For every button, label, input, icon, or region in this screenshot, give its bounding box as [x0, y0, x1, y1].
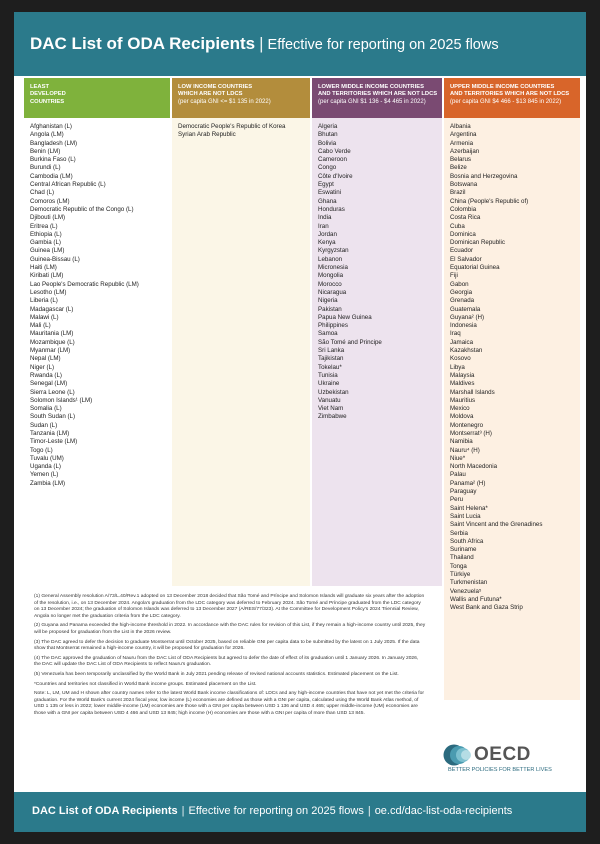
country-item: Serbia	[450, 529, 468, 537]
country-item: Mali (L)	[30, 322, 51, 330]
column-ldc-header	[24, 78, 170, 118]
country-item: Syrian Arab Republic	[178, 131, 236, 139]
country-item: Burkina Faso (L)	[30, 156, 76, 164]
footnote: *Countries and territories not classified in World Bank income groups. Estimated placement on the List.	[34, 681, 257, 687]
country-item: Timor-Leste (LM)	[30, 438, 78, 446]
country-item: Sudan (L)	[30, 421, 58, 429]
country-item: Afghanistan (L)	[30, 123, 72, 130]
page-title	[30, 34, 499, 54]
country-item: Kosovo	[450, 355, 471, 363]
country-item: Colombia	[450, 205, 477, 213]
country-item: Bolivia	[318, 139, 337, 147]
country-item: Namibia	[450, 438, 473, 446]
country-item: Saint Helena*	[450, 504, 488, 512]
country-item: Ecuador	[450, 247, 474, 255]
country-item: Democratic People's Republic of Korea	[178, 123, 286, 130]
country-item: Nauru⁴ (H)	[450, 446, 480, 454]
column-ldc-list	[24, 118, 170, 488]
footnote: (5) Venezuela has been temporarily unclassified by the World Bank in July 2021 pending release of revised national accounts statistics. Estimated placement on the List.	[34, 671, 399, 677]
country-item: Kazakhstan	[450, 347, 483, 355]
column-low-income-note: (per capita GNI <= $1 135 in 2022)	[178, 98, 271, 105]
country-item: Equatorial Guinea	[450, 264, 500, 272]
country-item: Somalia (L)	[30, 405, 62, 413]
country-item: Cameroon	[318, 156, 347, 164]
country-item: Viet Nam	[318, 405, 344, 413]
column-lower-middle-list	[312, 118, 442, 422]
country-item: Papua New Guinea	[318, 313, 372, 321]
country-item: Sierra Leone (L)	[30, 388, 75, 396]
country-item: Türkiye	[450, 571, 471, 579]
country-item: Montenegro	[450, 421, 484, 429]
country-item: Guyana² (H)	[450, 313, 485, 321]
country-item: Belarus	[450, 156, 471, 164]
country-item: Costa Rica	[450, 214, 481, 222]
country-item: Belize	[450, 164, 467, 172]
country-item: Tunisia	[318, 371, 338, 379]
country-item: South Sudan (L)	[30, 413, 76, 421]
column-ldc-title-line: DEVELOPED	[30, 91, 66, 98]
country-item: Thailand	[450, 554, 474, 562]
country-item: Malaysia	[450, 371, 475, 379]
country-item: North Macedonia	[450, 463, 498, 471]
country-item: Indonesia	[450, 322, 477, 330]
column-low-income-list	[172, 118, 310, 140]
column-low-income-header	[172, 78, 310, 118]
country-item: Tanzania (LM)	[30, 429, 70, 437]
country-item: El Salvador	[450, 255, 482, 263]
country-item: Uganda (L)	[30, 463, 61, 471]
country-item: Tuvalu (UM)	[30, 454, 64, 462]
country-item: São Tomé and Principe	[318, 338, 382, 346]
footer-separator: |	[181, 805, 185, 817]
country-item: Panama² (H)	[450, 479, 486, 487]
country-item: Congo	[318, 164, 337, 172]
country-item: Tokelau*	[318, 363, 342, 371]
footer-separator: |	[367, 805, 371, 817]
country-item: Guinea-Bissau (L)	[30, 255, 80, 263]
column-ldc-title-line: LEAST	[30, 84, 50, 90]
column-upper-middle-header	[444, 78, 580, 118]
footer-link[interactable]: oe.cd/dac-list-oda-recipients	[374, 805, 513, 817]
title-separator: |	[259, 34, 264, 53]
country-item: West Bank and Gaza Strip	[450, 604, 523, 612]
country-item: Yemen (L)	[30, 471, 59, 479]
oecd-globe-icon	[442, 743, 472, 767]
country-item: Saint Lucia	[450, 512, 481, 520]
title-main: DAC List of ODA Recipients	[30, 34, 256, 53]
footnotes	[34, 594, 426, 721]
country-item: Mauritius	[450, 396, 476, 404]
country-item: Nicaragua	[318, 288, 347, 296]
country-item: Georgia	[450, 288, 473, 296]
country-item: Togo (L)	[30, 446, 53, 454]
column-lower-middle	[312, 78, 442, 586]
header-banner	[14, 12, 586, 76]
country-item: Maldives	[450, 380, 475, 388]
column-upper-middle-title-line: AND TERRITORIES WHICH ARE NOT LDCS	[450, 91, 570, 98]
country-item: Turkmenistan	[450, 579, 488, 587]
country-item: Gabon	[450, 280, 469, 288]
country-item: Eswatini	[318, 189, 342, 197]
country-item: South Africa	[450, 537, 484, 545]
country-item: Nigeria	[318, 297, 338, 305]
country-item: Mexico	[450, 405, 470, 413]
country-item: Rwanda (L)	[30, 371, 62, 379]
footnote: (2) Guyana and Panama exceeded the high-income threshold in 2022. In accordance with the DAC rules for revision of this List, if they remain a high-income country until 2025, they will be proposed for graduation from the List in the 2026 review.	[34, 623, 426, 635]
country-item: Kiribati (LM)	[30, 272, 64, 280]
country-item: Brazil	[450, 189, 466, 197]
country-item: Albania	[450, 123, 471, 130]
country-item: Mongolia	[318, 272, 344, 280]
country-item: Botswana	[450, 181, 478, 189]
document-page	[14, 12, 586, 832]
column-ldc-title-line: COUNTRIES	[30, 98, 65, 105]
country-item: Dominica	[450, 230, 476, 238]
country-item: Haiti (LM)	[30, 264, 57, 272]
oecd-wordmark: OECD	[474, 744, 531, 765]
column-low-income-title-line: LOW INCOME COUNTRIES	[178, 84, 253, 90]
country-item: Comoros (LM)	[30, 197, 70, 205]
footnote: (1) General Assembly resolution A/73/L.40/Rev.1 adopted on 13 December 2018 decided that São Tomé and Príncipe and Solomon Islands will graduate six years after the adoption of the resolution, i.e., on 13 December 2024. Angola's graduation from the LDC category was deferred to February 2024. São Tomé and Príncipe graduated from the LDC category on 13 December 2024; the graduation of Solomon Islands was deferred to 13 December 2027 (A/RES/77/323). At the Committee for Development Policy's 2024 Triennial Review, Angola no longer met the graduation criteria from the LDC category.	[34, 594, 425, 619]
country-item: Saint Vincent and the Grenadines	[450, 521, 543, 529]
country-item: Eritrea (L)	[30, 222, 58, 230]
country-item: Libya	[450, 363, 465, 371]
country-item: Lesotho (LM)	[30, 288, 67, 296]
country-item: Grenada	[450, 297, 475, 305]
country-item: Ethiopia (L)	[30, 230, 62, 238]
country-item: Wallis and Futuna*	[450, 595, 502, 603]
country-item: Angola (LM)	[30, 131, 64, 139]
country-item: Montserrat³ (H)	[450, 429, 492, 437]
country-item: Paraguay	[450, 488, 477, 496]
country-item: Philippines	[318, 322, 348, 330]
footer-title: DAC List of ODA Recipients	[32, 805, 178, 817]
country-item: Tajikistan	[318, 355, 344, 363]
country-item: Liberia (L)	[30, 297, 58, 305]
country-item: Peru	[450, 496, 464, 504]
country-item: Honduras	[318, 205, 345, 213]
country-item: Kyrgyzstan	[318, 247, 349, 255]
country-item: Niger (L)	[30, 363, 55, 371]
country-item: Lao People's Democratic Republic (LM)	[30, 280, 139, 288]
country-item: Cuba	[450, 222, 465, 230]
country-item: Cambodia (LM)	[30, 172, 73, 180]
country-item: Chad (L)	[30, 189, 55, 197]
country-item: Jordan	[318, 230, 337, 238]
country-item: Lebanon	[318, 255, 343, 263]
footnote: (4) The DAC approved the graduation of Nauru from the DAC List of ODA Recipients but agreed to defer the date of effect of its graduation until 1 January 2026. In January 2026, the DAC will update the DAC List of ODA Recipients to reflect Nauru's graduation.	[34, 655, 419, 668]
country-item: Morocco	[318, 280, 342, 288]
country-item: Azerbaijan	[450, 147, 480, 155]
footer-text	[32, 805, 512, 817]
country-item: Armenia	[450, 139, 474, 147]
column-lower-middle-note: (per capita GNI $1 136 - $4 465 in 2022)	[318, 98, 426, 105]
country-item: Kenya	[318, 239, 336, 247]
country-item: Gambia (L)	[30, 239, 61, 247]
column-lower-middle-title-line: LOWER MIDDLE INCOME COUNTRIES	[318, 84, 424, 90]
country-item: Niue*	[450, 454, 466, 462]
country-item: Bangladesh (LM)	[30, 139, 78, 147]
country-item: Malawi (L)	[30, 313, 59, 321]
country-item: Côte d'Ivoire	[318, 172, 353, 180]
footnote: Note: L, LM, UM and H shown after country names refer to the latest World Bank income classifications of: LDCs and any high-income countries that have not yet met the criteria for graduation. For the World Bank's current 2024 fiscal year, low income (L) economies are defined as those with a GNI per capita, calculated using the World Bank Atlas method, of USD 1 135 or less in 2022; lower middle-income (LM) economies are those with a GNI per capita between USD 1 136 and USD 4 465; upper middle-income (UM) economies are those with a GNI per capita between USD 4 466 and USD 13 845; high income (H) economies are those with a GNI per capita of more than USD 13 845.	[34, 691, 424, 716]
column-upper-middle	[444, 78, 580, 700]
country-item: Solomon Islands¹ (LM)	[30, 396, 93, 404]
country-item: Marshall Islands	[450, 388, 495, 396]
column-upper-middle-title-line: UPPER MIDDLE INCOME COUNTRIES	[450, 84, 555, 90]
country-item: Madagascar (L)	[30, 305, 74, 313]
column-upper-middle-list	[444, 118, 580, 613]
country-item: Argentina	[450, 131, 477, 139]
country-item: Mozambique (L)	[30, 338, 75, 346]
country-item: Guatemala	[450, 305, 481, 313]
column-ldc	[24, 78, 170, 586]
country-item: Samoa	[318, 330, 338, 338]
country-item: Cabo Verde	[318, 147, 351, 155]
country-item: Palau	[450, 471, 466, 479]
column-lower-middle-title-line: AND TERRITORIES WHICH ARE NOT LDCS	[318, 91, 438, 98]
column-low-income	[172, 78, 310, 586]
title-subtitle: Effective for reporting on 2025 flows	[267, 37, 499, 53]
country-item: India	[318, 214, 332, 222]
country-item: Mauritania (LM)	[30, 330, 74, 338]
country-item: Zambia (LM)	[30, 479, 66, 487]
country-item: Moldova	[450, 413, 474, 421]
country-item: Ukraine	[318, 380, 340, 388]
country-item: Tonga	[450, 562, 467, 570]
country-item: Nepal (LM)	[30, 355, 61, 363]
country-item: Jamaica	[450, 338, 474, 346]
country-item: Venezuela⁵	[450, 587, 482, 595]
country-item: Sri Lanka	[318, 347, 345, 355]
column-low-income-title-line: WHICH ARE NOT LDCS	[178, 91, 243, 98]
country-item: Bosnia and Herzegovina	[450, 172, 518, 180]
country-item: Suriname	[450, 546, 477, 554]
column-lower-middle-header	[312, 78, 442, 118]
country-item: Djibouti (LM)	[30, 214, 66, 222]
country-item: Algeria	[318, 123, 338, 130]
country-item: Senegal (LM)	[30, 380, 68, 388]
country-item: Democratic Republic of the Congo (L)	[30, 205, 134, 213]
footer-banner	[14, 792, 586, 832]
country-item: Vanuatu	[318, 396, 341, 404]
country-item: Dominican Republic	[450, 239, 506, 247]
country-item: Iran	[318, 222, 329, 230]
country-item: Bhutan	[318, 131, 338, 139]
column-upper-middle-note: (per capita GNI $4 466 - $13 845 in 2022)	[450, 98, 562, 105]
country-item: Zimbabwe	[318, 413, 347, 421]
country-item: Central African Republic (L)	[30, 181, 106, 189]
country-item: Guinea (LM)	[30, 247, 65, 255]
country-item: Iraq	[450, 330, 461, 338]
country-item: Uzbekistan	[318, 388, 349, 396]
country-item: Benin (LM)	[30, 147, 61, 155]
footnote: (3) The DAC agreed to defer the decision to graduate Montserrat until October 2025, based on reliable GNI per capita data to be submitted by the latest on 1 July 2025. If the data show that Montserrat remained a high-income country, it will be proposed for graduation for 2026.	[34, 639, 420, 652]
country-item: Pakistan	[318, 305, 342, 313]
country-item: Ghana	[318, 197, 337, 205]
country-item: China (People's Republic of)	[450, 197, 529, 205]
country-item: Fiji	[450, 272, 458, 280]
footer-subtitle: Effective for reporting on 2025 flows	[188, 805, 364, 817]
country-item: Burundi (L)	[30, 164, 61, 172]
country-item: Myanmar (LM)	[30, 347, 71, 355]
country-item: Micronesia	[318, 264, 348, 272]
country-item: Egypt	[318, 181, 334, 189]
oecd-tagline: BETTER POLICIES FOR BETTER LIVES	[448, 767, 552, 773]
oecd-logo	[442, 741, 578, 777]
